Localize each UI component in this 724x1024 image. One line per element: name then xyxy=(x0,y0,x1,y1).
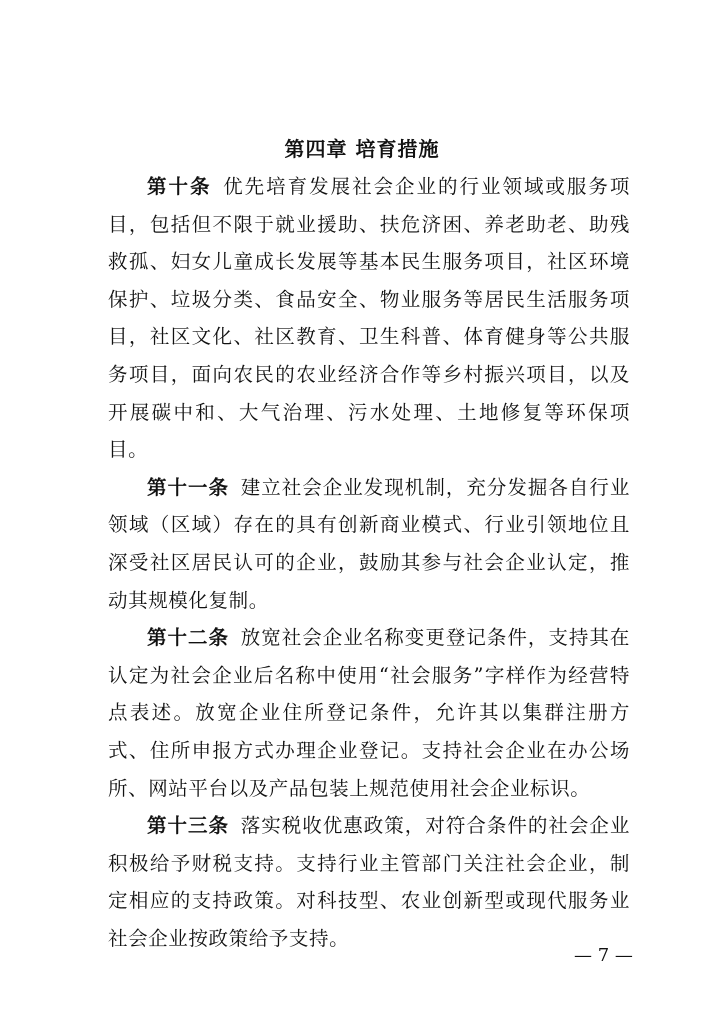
document-body xyxy=(108,168,630,957)
page-number: — 7 — xyxy=(574,945,633,966)
article-text: 优先培育发展社会企业的行业领域或服务项目，包括但不限于就业援助、扶危济困、养老助老、助残救孤、妇女儿童成长发展等基本民生服务项目，社区环境保护、垃圾分类、食品安全、物业服务等居民生活服务项目，社区文化、社区教育、卫生科普、体育健身等公共服务项目，面向农民的农业经济合作等乡村振兴项目，以及开展碳中和、大气治理、污水处理、土地修复等环保项目。 xyxy=(108,175,630,462)
article-text: 落实税收优惠政策，对符合条件的社会企业积极给予财税支持。支持行业主管部门关注社会企业，制定相应的支持政策。对科技型、农业创新型或现代服务业社会企业按政策给予支持。 xyxy=(108,814,630,950)
article-heading: 第十二条 xyxy=(147,626,230,650)
article-text: 放宽社会企业名称变更登记条件，支持其在认定为社会企业后名称中使用“社会服务”字样作为经营特点表述。放宽企业住所登记条件，允许其以集群注册方式、住所申报方式办理企业登记。支持社会企业在办公场所、网站平台以及产品包装上规范使用社会企业标识。 xyxy=(108,626,630,800)
article-text: 建立社会企业发现机制，充分发掘各自行业领域（区域）存在的具有创新商业模式、行业引领地位且深受社区居民认可的企业，鼓励其参与社会企业认定，推动其规模化复制。 xyxy=(108,475,630,612)
article-heading: 第十条 xyxy=(147,175,212,198)
article-12 xyxy=(108,619,630,807)
chapter-title: 第四章 培育措施 xyxy=(284,137,440,161)
article-11 xyxy=(108,469,630,619)
article-13 xyxy=(108,807,630,957)
article-heading: 第十一条 xyxy=(147,475,230,499)
article-heading: 第十三条 xyxy=(147,814,230,838)
article-10 xyxy=(108,168,630,469)
